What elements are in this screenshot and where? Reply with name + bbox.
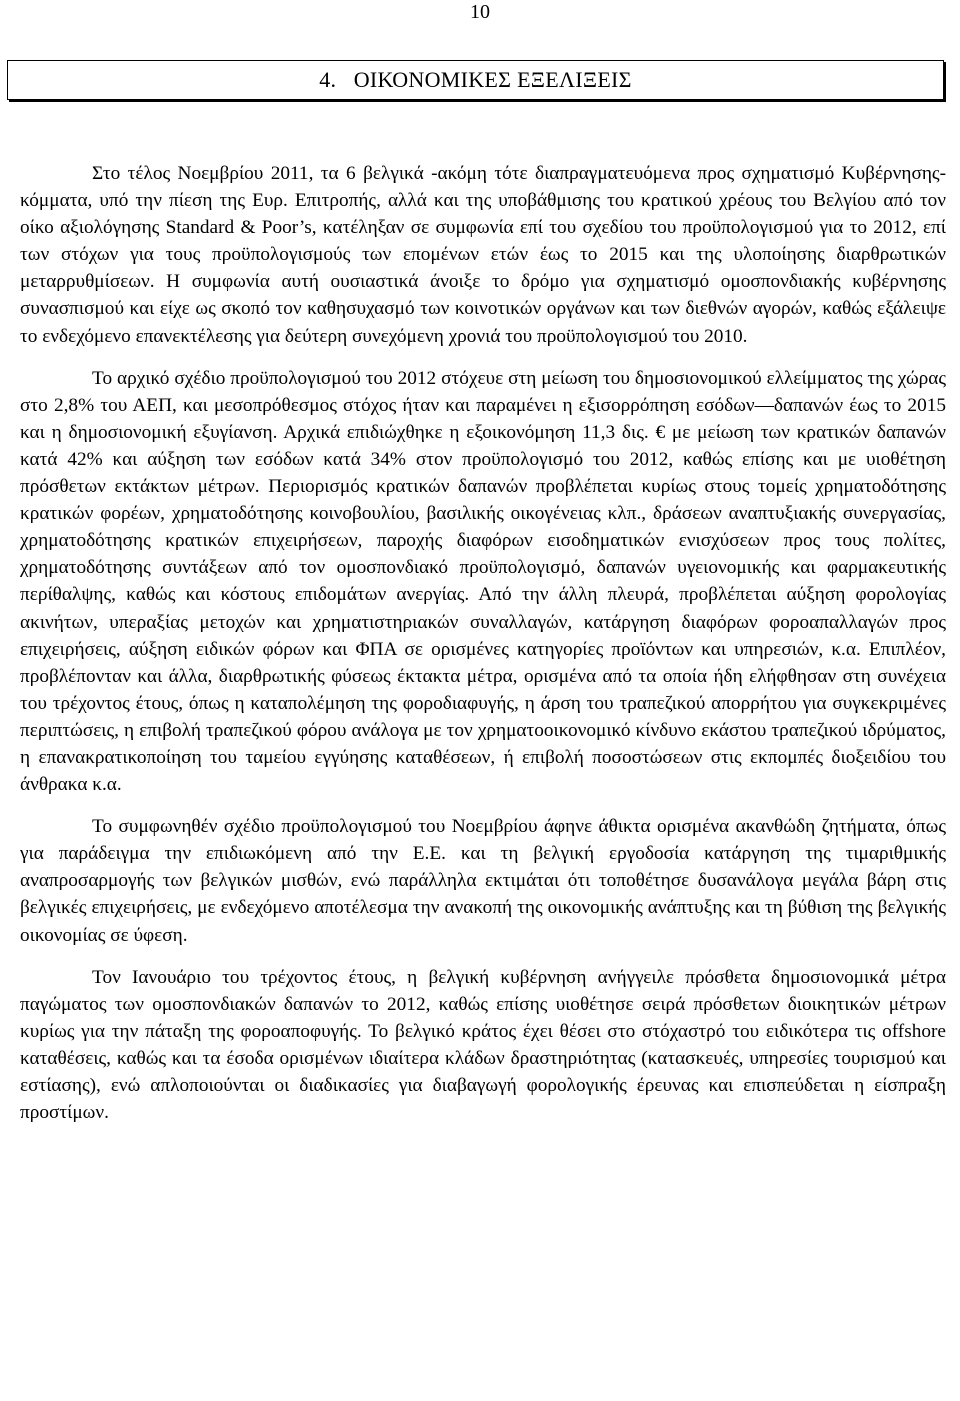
paragraph: Το αρχικό σχέδιο προϋπολογισμού του 2012 στόχευε στη μείωση του δημοσιονομικού ελλείμματος της χώρας στο 2,8% του ΑΕΠ, και μεσοπρόθεσμος στόχος ήταν και παραμένει η εξισορρόπηση εσόδων—δαπανών έως το 2015 και η δημοσιονομική εξυγίανση. Αρχικά επιδιώχθηκε η εξοικονόμηση 11,3 δις. € με μείωση των κρατικών δαπανών κατά 42% και αύξηση των εσόδων κατά 34% στον προϋπολογισμό του 2012, καθώς επίσης και με υιοθέτηση πρόσθετων εκτάκτων μέτρων. Περιορισμός κρατικών δαπανών προβλέπεται κυρίως στους τομείς χρηματοδότησης κρατικών φορέων, χρηματοδότησης κοινοβουλίου, βασιλικής οικογένειας κλπ., δράσεων αναπτυξιακής συνεργασίας, χρηματοδότησης κρατικών επιχειρήσεων, παροχής διαφόρων εισοδηματικών ενισχύσεων προς τους πολίτες, χρηματοδότησης συντάξεων από τον ομοσπονδιακό προϋπολογισμό, δαπανών υγειονομικής και φαρμακευτικής περίθαλψης, καθώς και κόστους επιδομάτων ανεργίας. Από την άλλη πλευρά, προβλέπεται αύξηση φορολογίας ακινήτων, υπεραξίας μετοχών και χρηματιστηριακών συναλλαγών, κατάργηση διαφόρων φοροαπαλλαγών προς επιχειρήσεις, αύξηση ειδικών φόρων και ΦΠΑ σε ορισμένες κατηγορίες προϊόντων και υπηρεσιών, κ.α. Επιπλέον, προβλέπονταν και άλλα, διαρθρωτικής φύσεως έκτακτα μέτρα, ορισμένα από τα οποία ήδη ελήφθησαν στη συνέχεια του τρέχοντος έτους, όπως η καταπολέμηση της φοροδιαφυγής, η άρση του τραπεζικού απορρήτου για συγκεκριμένες περιπτώσεις, η επιβολή τραπεζικού φόρου ανάλογα με τον χρηματοοικονομικό κίνδυνο εκάστου τραπεζικού ιδρύματος, η επανακρατικοποίηση του ταμείου εγγύησης καταθέσεων, ή επιβολή ποσοστώσεων στις εκπομπές διοξειδίου του άνθρακα κ.α. — [20, 367, 946, 796]
paragraph: Το συμφωνηθέν σχέδιο προϋπολογισμού του Νοεμβρίου άφηνε άθικτα ορισμένα ακανθώδη ζητήματα, όπως για παράδειγμα την επιδιωκόμενη από την Ε.Ε. και τη βελγική εργοδοσία κατάργηση της τιμαριθμικής αναπροσαρμογής των βελγικών μισθών, ενώ παράλληλα εκτιμάται ότι τοποθέτησε δυσανάλογα μεγάλα βάρη στις βελγικές επιχειρήσεις, με ενδεχόμενο αποτέλεσμα την ανακοπή της οικονομικής ανάπτυξης και τη βύθιση της βελγικής οικονομίας σε ύφεση. — [20, 816, 946, 946]
paragraph: Τον Ιανουάριο του τρέχοντος έτους, η βελγική κυβέρνηση ανήγγειλε πρόσθετα δημοσιονομικά μέτρα παγώματος των ομοσπονδιακών δαπανών το 2012, καθώς επίσης υιοθέτησε σειρά πρόσθετων διοικητικών μέτρων κυρίως για την πάταξη της φοροαποφυγής. Το βελγικό κράτος έχει θέσει στο στόχαστρό του ειδικότερα τις offshore καταθέσεις, καθώς και τα έσοδα ορισμένων ιδιαίτερα κλάδων δραστηριότητας (κατασκευές, υπηρεσίες τουρισμού και εστίασης), ενώ απλοποιούνται οι διαδικασίες για διαβαγωγή φορολογικής έρευνας και επισπεύδεται η είσπραξη προστίμων. — [20, 966, 946, 1124]
document-body — [20, 160, 946, 1126]
section-heading-text: 4. ΟΙΚΟΝΟΜΙΚΕΣ ΕΞΕΛΙΞΕΙΣ — [319, 67, 632, 92]
page-number: 10 — [470, 1, 490, 23]
section-heading — [7, 60, 944, 100]
paragraph: Στο τέλος Νοεμβρίου 2011, τα 6 βελγικά -ακόμη τότε διαπραγματευόμενα προς σχηματισμό Κυβέρνησης- κόμματα, υπό την πίεση της Ευρ. Επιτροπής, αλλά και της υποβάθμισης του κρατικού χρέους του Βελγίου από τον οίκο αξιολόγησης Standard & Poor’s, κατέληξαν σε συμφωνία επί του σχεδίου του προϋπολογισμού για το 2012, επί των στόχων για τους προϋπολογισμούς των επομένων ετών έως το 2015 και της υλοποίησης διαρθρωτικών μεταρρυθμίσεων. Η συμφωνία αυτή ουσιαστικά άνοιξε το δρόμο για σχηματισμό ομοσπονδιακής κυβέρνησης συνασπισμού και είχε ως σκοπό τον καθησυχασμό των κοινοτικών οργάνων και των διεθνών αγορών, καθώς εξάλειψε το ενδεχόμενο επανεκτέλεσης για δεύτερη συνεχόμενη χρονιά του προϋπολογισμού του 2010. — [20, 163, 946, 347]
